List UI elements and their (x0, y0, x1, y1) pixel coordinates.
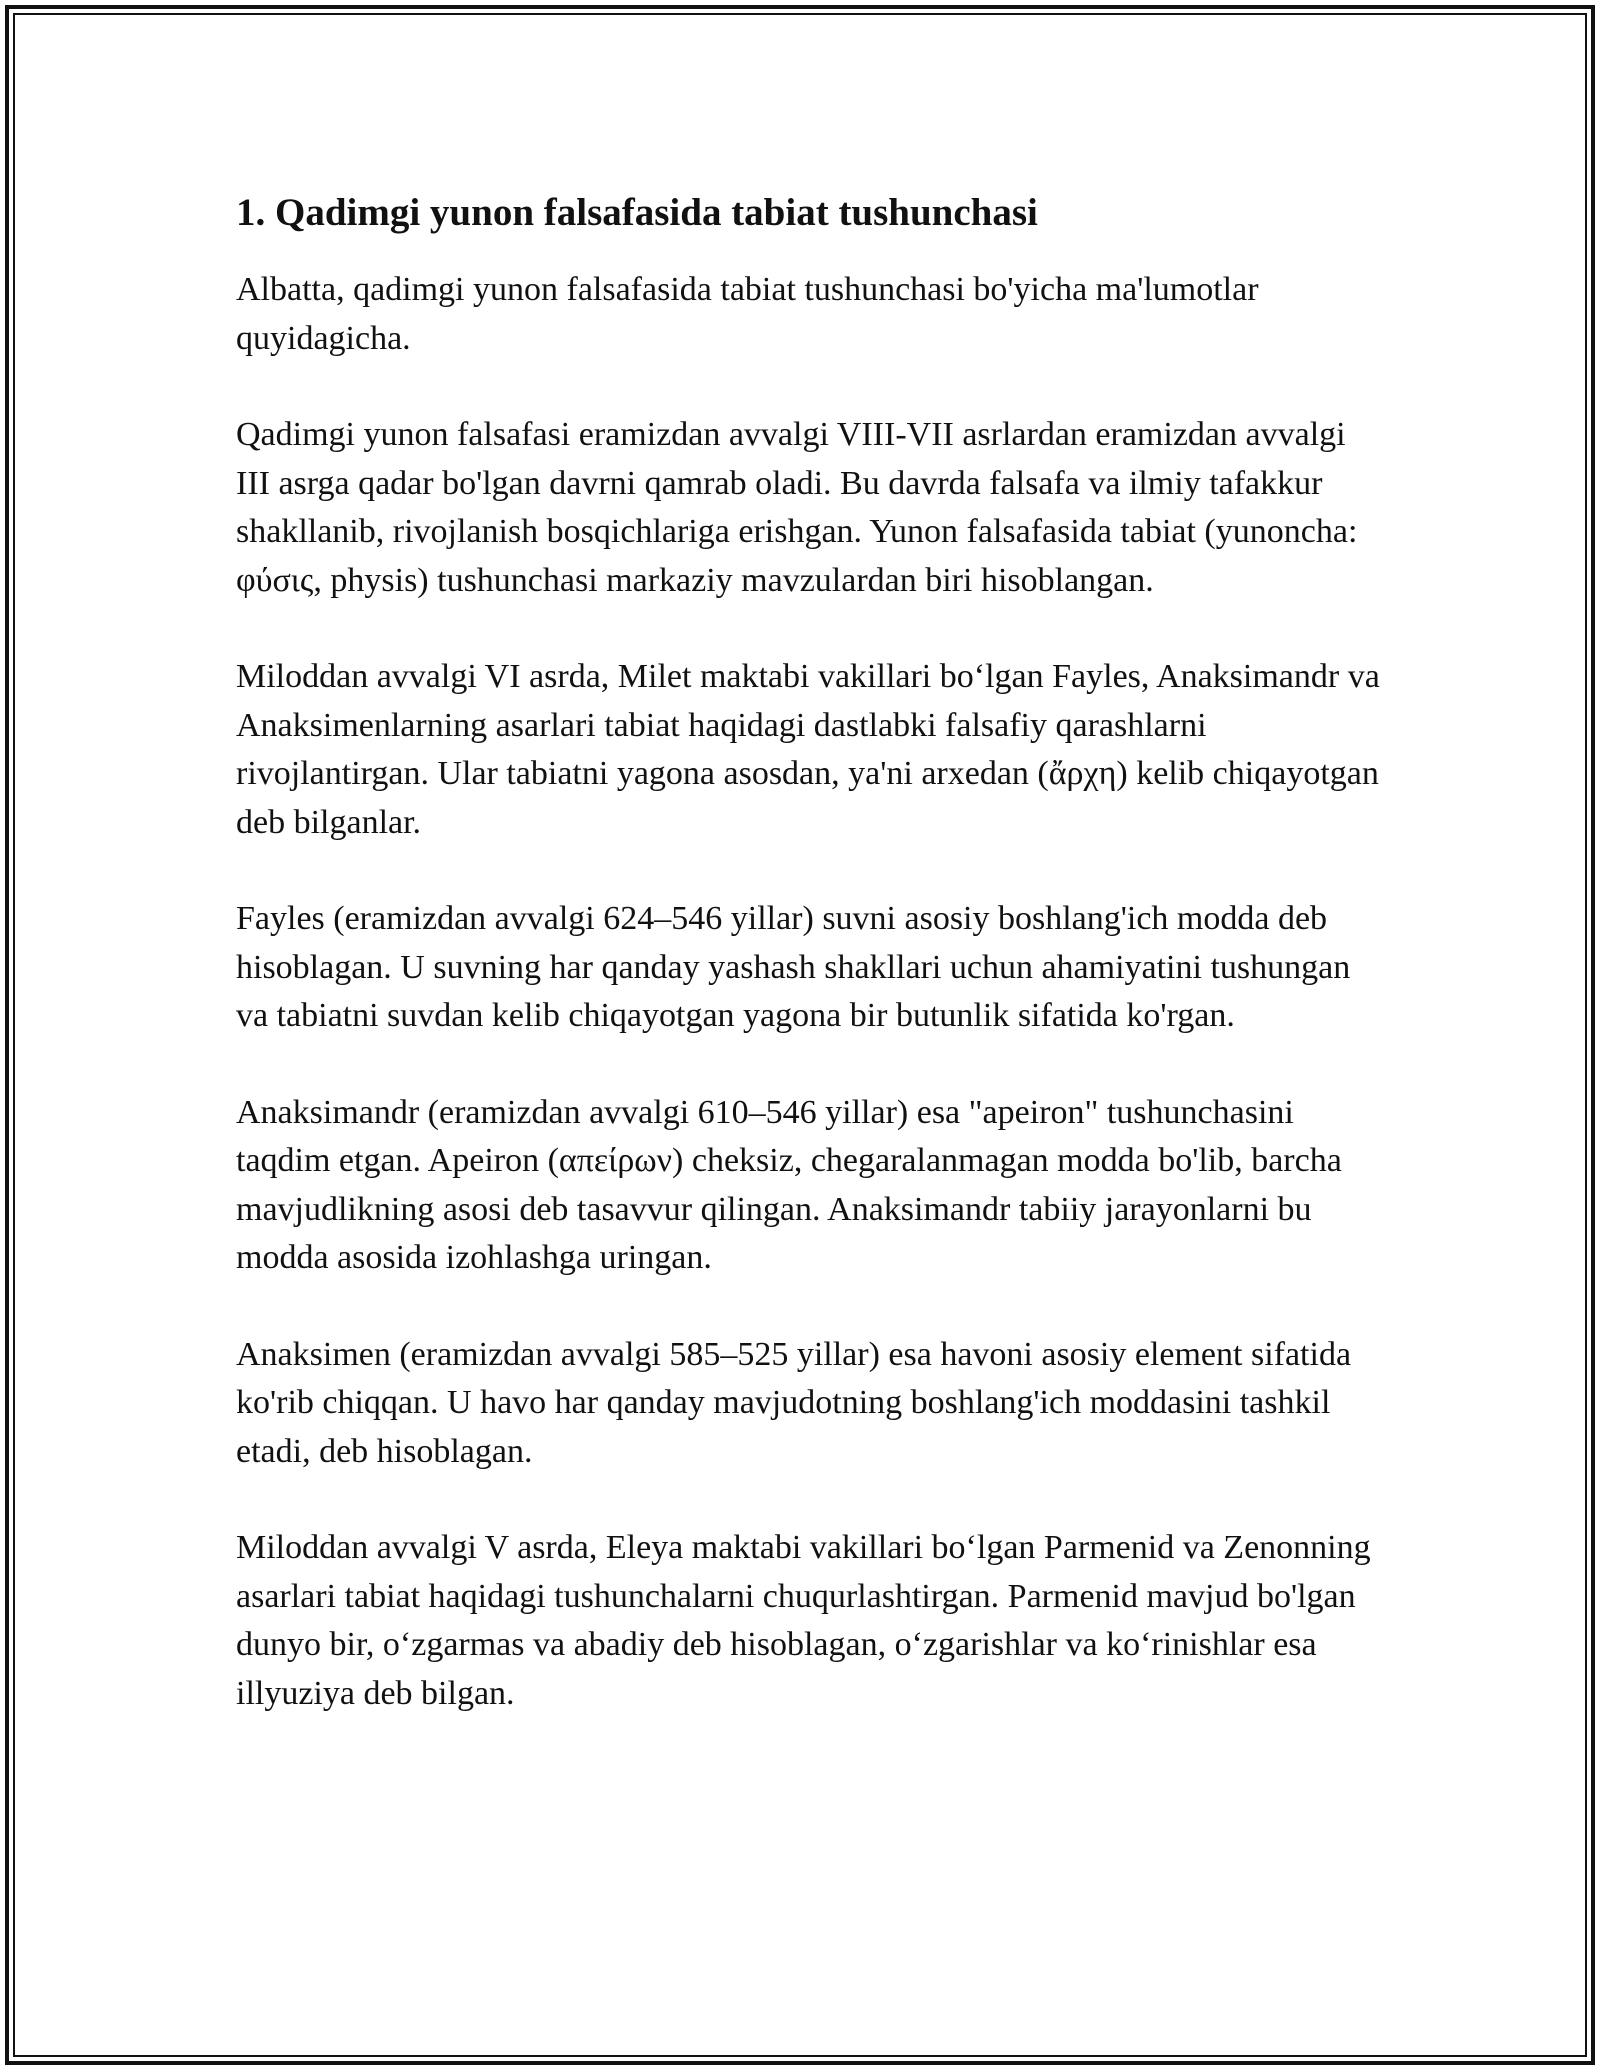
paragraph-anaksimen: Anaksimen (eramizdan avvalgi 585–525 yillar) esa havoni asosiy element sifatida ko'rib chiqqan. U havo har qanday mavjudotning boshlang'ich moddasini tashkil etadi, deb hisoblagan. (236, 1335, 1352, 1470)
paragraph-fayles: Fayles (eramizdan avvalgi 624–546 yillar) suvni asosiy boshlang'ich modda deb hisoblagan. U suvning har qanday yashash shakllari uchun ahamiyatini tushungan va tabiatni suvdan kelib chiqayotgan yagona bir butunlik sifatida ko'rgan. (236, 900, 1351, 1034)
paragraph-anaksimandr: Anaksimandr (eramizdan avvalgi 610–546 yillar) esa "apeiron" tushunchasini taqdim etgan. Apeiron (απείρων) cheksiz, chegaralanmagan modda bo'lib, barcha mavjudlikning asosi deb tasavvur qilingan. Anaksimandr tabiiy jarayonlarni bu modda asosida izohlashga uringan. (236, 1093, 1342, 1276)
paragraph-intro: Albatta, qadimgi yunon falsafasida tabiat tushunchasi bo'yicha ma'lumotlar quyidagicha. (236, 271, 1259, 357)
paragraph-eleya-school: Miloddan avvalgi V asrda, Eleya maktabi vakillari boʻlgan Parmenid va Zenonning asarlari tabiat haqidagi tushunchalarni chuqurlashtirgan. Parmenid mavjud bo'lgan dunyo bir, oʻzgarmas va abadiy deb hisoblagan, oʻzgarishlar va koʻrinishlar esa illyuziya deb bilgan. (236, 1529, 1371, 1712)
paragraph-overview: Qadimgi yunon falsafasi eramizdan avvalgi VIII-VII asrlardan eramizdan avvalgi III asrga qadar bo'lgan davrni qamrab oladi. Bu davrda falsafa va ilmiy tafakkur shakllanib, rivojlanish bosqichlariga erishgan. Yunon falsafasida tabiat (yunoncha: φύσις, physis) tushunchasi markaziy mavzulardan biri hisoblangan. (236, 416, 1358, 599)
paragraph-milet-school: Miloddan avvalgi VI asrda, Milet maktabi vakillari boʻlgan Fayles, Anaksimandr va Anaksimenlarning asarlari tabiat haqidagi dastlabki falsafiy qarashlarni rivojlantirgan. Ular tabiatni yagona asosdan, ya'ni arxedan (ἄρχη) kelib chiqayotgan deb bilganlar. (236, 658, 1380, 841)
document-title: 1. Qadimgi yunon falsafasida tabiat tushunchasi (236, 191, 1038, 234)
document-body (236, 186, 1386, 1766)
